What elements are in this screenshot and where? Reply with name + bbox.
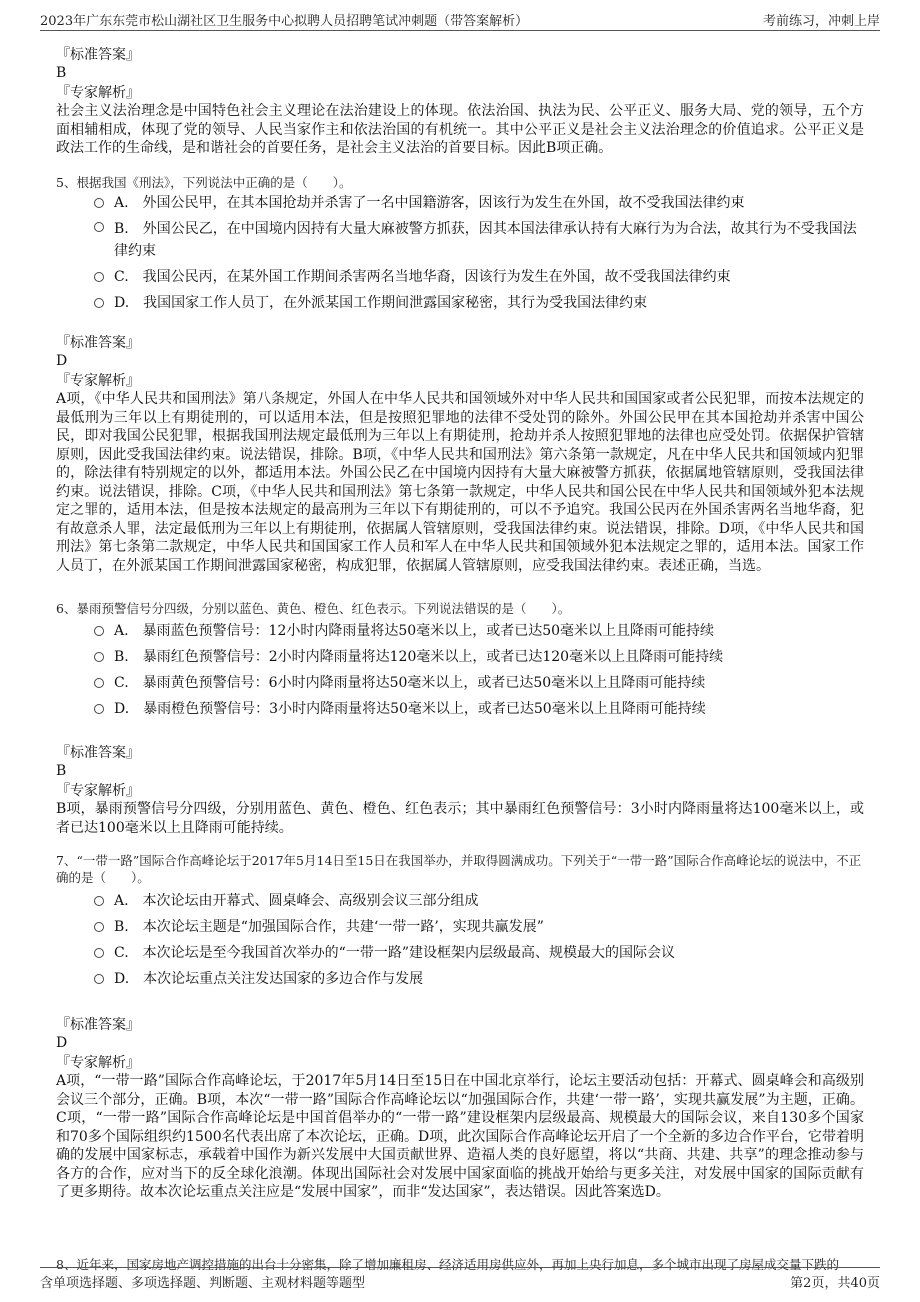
question-text: 6、暴雨预警信号分四级，分别以蓝色、黄色、橙色、红色表示。下列说法错误的是（ ）。 bbox=[56, 601, 571, 616]
radio-icon[interactable] bbox=[94, 626, 104, 636]
q6-answer: B bbox=[56, 763, 67, 779]
option-text: D. 我国国家工作人员丁，在外派某国工作期间泄露国家秘密，其行为受我国法律约束 bbox=[114, 295, 648, 311]
option-text: B. 本次论坛主题是“加强国际合作，共建‘一带一路’，实现共赢发展” bbox=[114, 919, 544, 935]
option-text: C. 我国公民丙，在某外国工作期间杀害两名当地华裔，因该行为发生在外国，故不受我国法律约束 bbox=[114, 269, 731, 285]
standard-answer-label: 『标准答案』 bbox=[56, 335, 140, 351]
radio-icon[interactable] bbox=[94, 896, 104, 906]
option-text: B. 外国公民乙，在中国境内因持有大量大麻被警方抓获，因其本国法律承认持有大麻行为为合法，故其行为不受我国法律约束 bbox=[114, 221, 857, 259]
q7-analysis-section bbox=[56, 1054, 864, 1202]
radio-icon[interactable] bbox=[94, 922, 104, 932]
q4-analysis: 社会主义法治理念是中国特色社会主义理论在法治建设上的体现。依法治国、执法为民、公平正义、服务大局、党的领导，五个方面相辅相成，体现了党的领导、人民当家作主和依法治国的有机统一。其中公平正义是社会主义法治理念的价值追求。公平正义是政法工作的生命线，是和谐社会的首要任务，是社会主义法治的首要目标。因此B项正确。 bbox=[56, 103, 864, 156]
q5-option-c[interactable] bbox=[56, 264, 864, 290]
q5-analysis: A项，《中华人民共和国刑法》第八条规定，外国人在中华人民共和国领域外对中华人民共和国国家或者公民犯罪，而按本法规定的最低刑为三年以上有期徒刑的，可以适用本法，但是按照犯罪地的法律不受处罚的除外。外国公民甲在其本国抢劫并杀害中国公民，即对我国公民犯罪，根据我国刑法规定最低刑为三年以上有期徒刑，抢劫并杀人按照犯罪地的法律也应受处罚。依据保护管辖原则，因此受我国法律约束。说法错误，排除。B项，《中华人民共和国刑法》第六条第一款规定，凡在中华人民共和国领域内犯罪的，除法律有特别规定的以外，都适用本法。外国公民乙在中国境内因持有大量大麻被警方抓获，依据属地管辖原则，受我国法律约束。说法错误，排除。C项，《中华人民共和国刑法》第七条第一款规定，中华人民共和国公民在中华人民共和国领域外犯本法规定之罪的，适用本法，但是按本法规定的最高刑为三年以下有期徒刑的，可以不予追究。我国公民丙在外国杀害两名当地华裔，犯有故意杀人罪，法定最低刑为三年以上有期徒刑，依据属人管辖原则，受我国法律约束。说法错误，排除。D项，《中华人民共和国刑法》第七条第二款规定，中华人民共和国国家工作人员和军人在中华人民共和国领域外犯本法规定之罪的，适用本法。国家工作人员丁，在外派某国工作期间泄露国家秘密，构成犯罪，依据属人管辖原则，应受我国法律约束。表述正确，当选。 bbox=[56, 391, 864, 574]
radio-icon[interactable] bbox=[94, 222, 104, 232]
q7-option-c[interactable] bbox=[56, 940, 864, 966]
option-text: D. 暴雨橙色预警信号：3小时内降雨量将达50毫米以上，或者已达50毫米以上且降雨可能持续 bbox=[114, 701, 706, 717]
q6-option-d[interactable] bbox=[56, 696, 864, 722]
radio-icon[interactable] bbox=[94, 704, 104, 714]
standard-answer-label: 『标准答案』 bbox=[56, 1017, 140, 1033]
radio-icon[interactable] bbox=[94, 652, 104, 662]
q5-question bbox=[56, 174, 864, 191]
q4-answer-section bbox=[56, 46, 864, 82]
q5-answer-section bbox=[56, 334, 864, 370]
expert-analysis-label: 『专家解析』 bbox=[56, 1055, 140, 1071]
standard-answer-label: 『标准答案』 bbox=[56, 47, 140, 63]
q7-analysis: A项，“一带一路”国际合作高峰论坛，于2017年5月14日至15日在中国北京举行，论坛主要活动包括：开幕式、圆桌峰会和高级别会议三个部分，正确。B项，本次“一带一路”国际合作高峰论坛以“加强国际合作，共建‘一带一路’，实现共赢发展”为主题，正确。C项，“一带一路”国际合作高峰论坛是中国首倡举办的“一带一路”建设框架内层级最高、规模最大的国际会议，来自130多个国家和70多个国际组织约1500名代表出席了本次论坛，正确。D项，此次国际合作高峰论坛开启了一个全新的多边合作平台，它带着明确的发展中国家标志，承载着中国作为新兴发展中大国贡献世界、造福人类的良好愿望，将以“共商、共建、共享”的理念推动参与各方的合作，应对当下的反全球化浪潮。体现出国际社会对发展中国家面临的挑战开始给与更多关注，对发展中国家的国际贡献有了更多期待。故本次论坛重点关注应是“发展中国家”，而非“发达国家”，表达错误。因此答案选D。 bbox=[56, 1073, 864, 1200]
radio-icon[interactable] bbox=[94, 678, 104, 688]
q6-analysis: B项，暴雨预警信号分四级，分别用蓝色、黄色、橙色、红色表示；其中暴雨红色预警信号：3小时内降雨量将达100毫米以上，或者已达100毫米以上且降雨可能持续。 bbox=[56, 801, 864, 836]
expert-analysis-label: 『专家解析』 bbox=[56, 783, 140, 799]
q6-answer-section bbox=[56, 744, 864, 780]
radio-icon[interactable] bbox=[94, 948, 104, 958]
q7-answer: D bbox=[56, 1035, 68, 1051]
q6-option-b[interactable] bbox=[56, 644, 864, 670]
page-footer bbox=[40, 1267, 880, 1294]
header-slogan: 考前练习，冲刺上岸 bbox=[762, 14, 880, 29]
q7-option-b[interactable] bbox=[56, 914, 864, 940]
q6-question bbox=[56, 600, 864, 617]
radio-icon[interactable] bbox=[94, 298, 104, 308]
expert-analysis-label: 『专家解析』 bbox=[56, 373, 140, 389]
q7-option-d[interactable] bbox=[56, 966, 864, 992]
page-header bbox=[40, 10, 880, 31]
radio-icon[interactable] bbox=[94, 198, 104, 208]
q6-analysis-section bbox=[56, 782, 864, 837]
q4-answer: B bbox=[56, 65, 67, 81]
q4-analysis-section bbox=[56, 84, 864, 158]
option-text: D. 本次论坛重点关注发达国家的多边合作与发展 bbox=[114, 971, 424, 987]
q5-option-b[interactable] bbox=[56, 216, 864, 264]
q5-option-a[interactable] bbox=[56, 190, 864, 216]
question-types-note: 含单项选择题、多项选择题、判断题、主观材料题等题型 bbox=[40, 1276, 366, 1291]
expert-analysis-label: 『专家解析』 bbox=[56, 85, 140, 101]
standard-answer-label: 『标准答案』 bbox=[56, 745, 140, 761]
q6-option-c[interactable] bbox=[56, 670, 864, 696]
q6-option-a[interactable] bbox=[56, 618, 864, 644]
q5-option-d[interactable] bbox=[56, 290, 864, 316]
question-text: 8、近年来，国家房地产调控措施的出台十分密集，除了增加廉租房、经济适用房供应外，再加上央行加息，多个城市出现了房屋成交量下跌的 bbox=[56, 1257, 839, 1272]
q6-options bbox=[56, 618, 864, 722]
q7-options bbox=[56, 888, 864, 992]
q7-answer-section bbox=[56, 1016, 864, 1052]
q5-options bbox=[56, 190, 864, 316]
option-text: C. 暴雨黄色预警信号：6小时内降雨量将达50毫米以上，或者已达50毫米以上且降雨可能持续 bbox=[114, 675, 706, 691]
q7-option-a[interactable] bbox=[56, 888, 864, 914]
document-title: 2023年广东东莞市松山湖社区卫生服务中心拟聘人员招聘笔试冲刺题（带答案解析） bbox=[40, 14, 529, 29]
question-text: 7、“一带一路”国际合作高峰论坛于2017年5月14日至15日在我国举办，并取得圆满成功。下列关于“一带一路”国际合作高峰论坛的说法中，不正确的是（ ）。 bbox=[56, 853, 862, 885]
q5-analysis-section bbox=[56, 372, 864, 575]
option-text: B. 暴雨红色预警信号：2小时内降雨量将达120毫米以上，或者已达120毫米以上且降雨可能持续 bbox=[114, 649, 724, 665]
option-text: A. 本次论坛由开幕式、圆桌峰会、高级别会议三部分组成 bbox=[114, 893, 479, 909]
option-text: A. 暴雨蓝色预警信号：12小时内降雨量将达50毫米以上，或者已达50毫米以上且降雨可能持续 bbox=[114, 623, 715, 639]
q5-answer: D bbox=[56, 353, 68, 369]
radio-icon[interactable] bbox=[94, 272, 104, 282]
option-text: C. 本次论坛是至今我国首次举办的“一带一路”建设框架内层级最高、规模最大的国际会议 bbox=[114, 945, 675, 961]
option-text: A. 外国公民甲，在其本国抢劫并杀害了一名中国籍游客，因该行为发生在外国，故不受我国法律约束 bbox=[114, 195, 745, 211]
question-text: 5、根据我国《刑法》，下列说法中正确的是（ ）。 bbox=[56, 175, 352, 190]
q7-question bbox=[56, 852, 864, 886]
radio-icon[interactable] bbox=[94, 974, 104, 984]
page-number: 第2页，共40页 bbox=[790, 1276, 880, 1291]
